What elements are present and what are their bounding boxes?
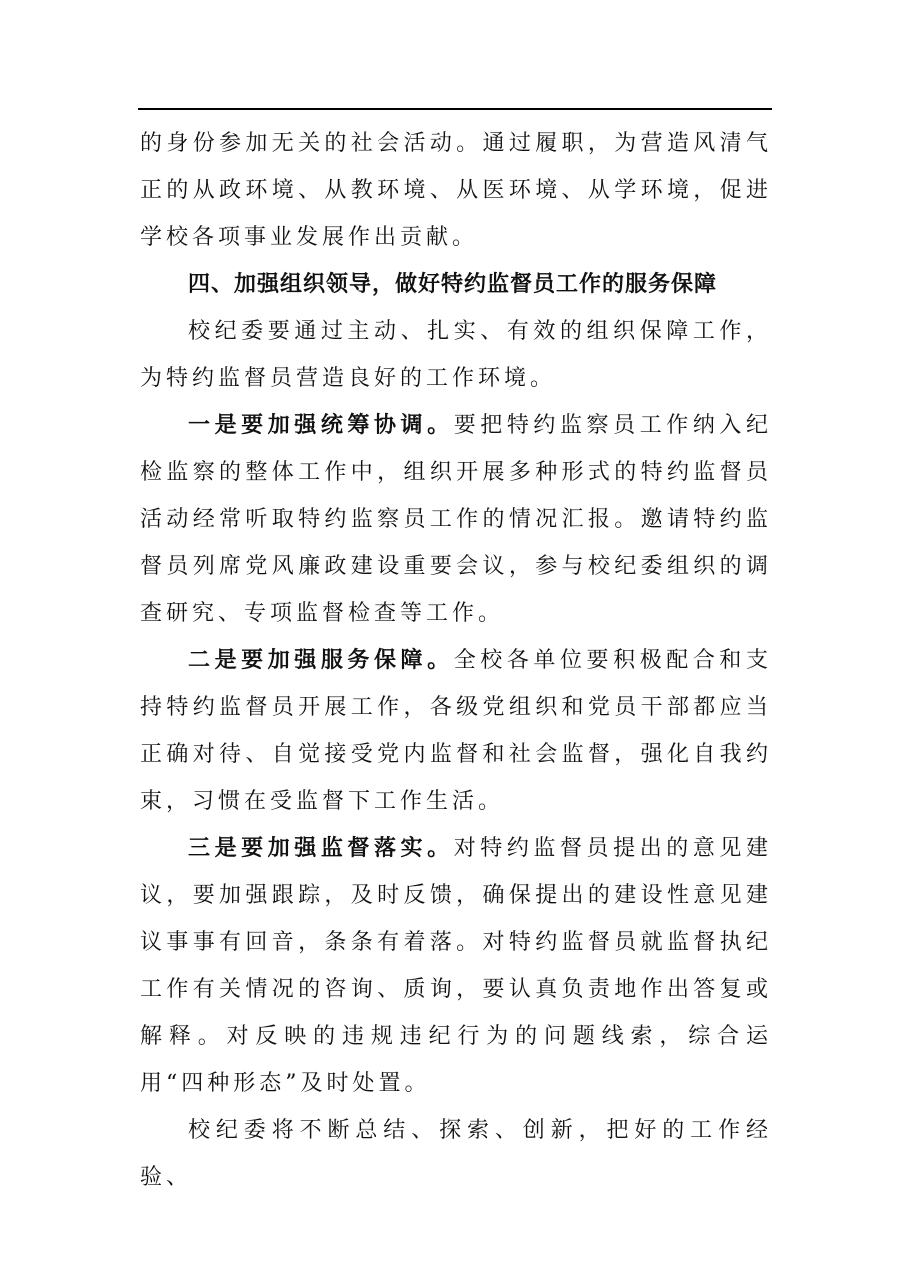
paragraph-text: 对特约监督员提出的意见建议，要加强跟踪，及时反馈，确保提出的建设性意见建议事事有回音，条条有着落。对特约监督员就监督执纪工作有关情况的咨询、质询，要认真负责地作出答复或解释。对反映的违规违纪行为的问题线索，综合运用“四种形态”及时处置。: [140, 836, 772, 1096]
point-lead: 二是要加强服务保障。: [188, 647, 454, 673]
paragraph-text: 要把特约监察员工作纳入纪检监察的整体工作中，组织开展多种形式的特约监督员活动经常听取特约监察员工作的情况汇报。邀请特约监督员列席党风廉政建设重要会议，参与校纪委组织的调查研究、专项监督检查等工作。: [140, 413, 772, 626]
paragraph-text: 校纪委将不断总结、探索、创新，把好的工作经验、: [140, 1118, 772, 1190]
header-rule: [138, 108, 772, 110]
paragraph-closing: [140, 1107, 772, 1201]
heading-text: 四、加强组织领导，做好特约监督员工作的服务保障: [188, 272, 718, 297]
paragraph-text: 的身份参加无关的社会活动。通过履职，为营造风清气正的从政环境、从教环境、从医环境、从学环境，促进学校各项事业发展作出贡献。: [140, 131, 772, 250]
paragraph-continuation: [140, 120, 772, 261]
point-lead: 一是要加强统筹协调。: [188, 412, 454, 438]
section-heading: [140, 261, 772, 308]
paragraph-text: 全校各单位要积极配合和支持特约监督员开展工作，各级党组织和党员干部都应当正确对待、自觉接受党内监督和社会监督，强化自我约束，习惯在受监督下工作生活。: [140, 648, 772, 814]
paragraph-intro: [140, 308, 772, 402]
point-lead: 三是要加强监督落实。: [188, 835, 454, 861]
document-body: [140, 120, 772, 1201]
paragraph-text: 校纪委要通过主动、扎实、有效的组织保障工作，为特约监督员营造良好的工作环境。: [140, 319, 772, 391]
paragraph-point-1: [140, 402, 772, 637]
paragraph-point-3: [140, 825, 772, 1107]
paragraph-point-2: [140, 637, 772, 825]
